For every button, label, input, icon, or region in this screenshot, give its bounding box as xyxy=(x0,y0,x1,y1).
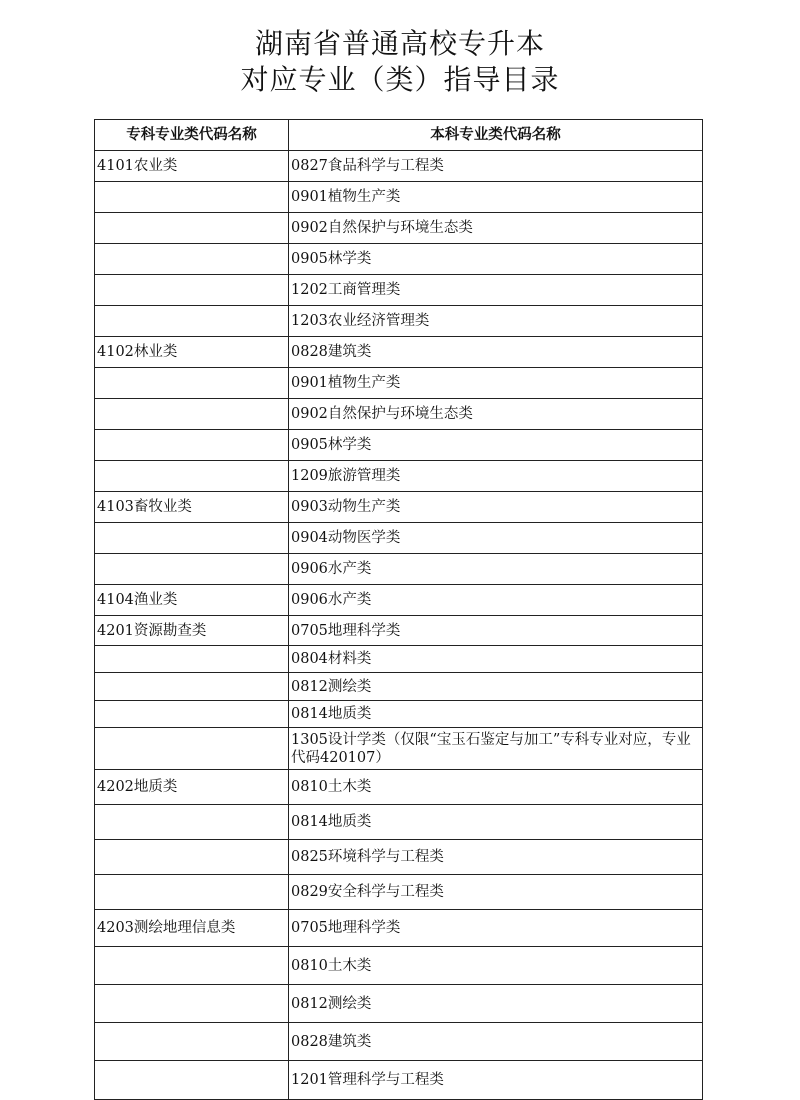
undergraduate-major-cell: 0804材料类 xyxy=(289,646,703,673)
junior-college-major-cell xyxy=(95,805,289,840)
table-row xyxy=(95,770,703,805)
undergraduate-major-cell: 0827食品科学与工程类 xyxy=(289,151,703,182)
junior-college-major-cell xyxy=(95,306,289,337)
junior-college-major-cell xyxy=(95,947,289,985)
table-row xyxy=(95,244,703,275)
table-row xyxy=(95,585,703,616)
table-row xyxy=(95,947,703,985)
table-row xyxy=(95,275,703,306)
undergraduate-major-cell: 0705地理科学类 xyxy=(289,910,703,947)
table-row xyxy=(95,1023,703,1061)
undergraduate-major-cell: 0829安全科学与工程类 xyxy=(289,875,703,910)
header-junior-college-major: 专科专业类代码名称 xyxy=(95,120,289,151)
table-row xyxy=(95,840,703,875)
undergraduate-major-cell: 1201管理科学与工程类 xyxy=(289,1061,703,1100)
junior-college-major-cell xyxy=(95,728,289,770)
undergraduate-major-cell: 0814地质类 xyxy=(289,805,703,840)
undergraduate-major-cell: 0902自然保护与环境生态类 xyxy=(289,213,703,244)
table-row xyxy=(95,430,703,461)
table-row xyxy=(95,673,703,701)
table-row xyxy=(95,805,703,840)
undergraduate-major-cell: 0828建筑类 xyxy=(289,1023,703,1061)
header-undergraduate-major: 本科专业类代码名称 xyxy=(289,120,703,151)
table-row xyxy=(95,910,703,947)
junior-college-major-cell: 4203测绘地理信息类 xyxy=(95,910,289,947)
junior-college-major-cell xyxy=(95,244,289,275)
undergraduate-major-cell: 0828建筑类 xyxy=(289,337,703,368)
undergraduate-major-cell: 0905林学类 xyxy=(289,244,703,275)
junior-college-major-cell: 4103畜牧业类 xyxy=(95,492,289,523)
undergraduate-major-cell: 0705地理科学类 xyxy=(289,616,703,646)
junior-college-major-cell xyxy=(95,1061,289,1100)
junior-college-major-cell xyxy=(95,985,289,1023)
table-row xyxy=(95,554,703,585)
junior-college-major-cell xyxy=(95,275,289,306)
undergraduate-major-cell: 1209旅游管理类 xyxy=(289,461,703,492)
undergraduate-major-cell: 0906水产类 xyxy=(289,585,703,616)
junior-college-major-cell xyxy=(95,554,289,585)
table-row xyxy=(95,1061,703,1100)
undergraduate-major-cell: 1305设计学类（仅限“宝玉石鉴定与加工”专科专业对应，专业代码420107） xyxy=(289,728,703,770)
junior-college-major-cell xyxy=(95,461,289,492)
junior-college-major-cell xyxy=(95,673,289,701)
junior-college-major-cell xyxy=(95,646,289,673)
table-row xyxy=(95,399,703,430)
table-row xyxy=(95,461,703,492)
undergraduate-major-cell: 1202工商管理类 xyxy=(289,275,703,306)
junior-college-major-cell: 4201资源勘查类 xyxy=(95,616,289,646)
undergraduate-major-cell: 0812测绘类 xyxy=(289,673,703,701)
page-title-line2: 对应专业（类）指导目录 xyxy=(240,63,560,96)
table-row xyxy=(95,492,703,523)
page-title-line1: 湖南省普通高校专升本 xyxy=(254,27,545,60)
major-mapping-table xyxy=(94,119,703,1100)
junior-college-major-cell xyxy=(95,523,289,554)
junior-college-major-cell xyxy=(95,1023,289,1061)
table-row xyxy=(95,368,703,399)
table-row xyxy=(95,646,703,673)
junior-college-major-cell xyxy=(95,875,289,910)
junior-college-major-cell xyxy=(95,840,289,875)
undergraduate-major-cell: 0904动物医学类 xyxy=(289,523,703,554)
undergraduate-major-cell: 0902自然保护与环境生态类 xyxy=(289,399,703,430)
table-row xyxy=(95,213,703,244)
undergraduate-major-cell: 0812测绘类 xyxy=(289,985,703,1023)
junior-college-major-cell xyxy=(95,399,289,430)
junior-college-major-cell xyxy=(95,368,289,399)
undergraduate-major-cell: 0901植物生产类 xyxy=(289,182,703,213)
table-row xyxy=(95,728,703,770)
table-row xyxy=(95,875,703,910)
undergraduate-major-cell: 0901植物生产类 xyxy=(289,368,703,399)
junior-college-major-cell xyxy=(95,701,289,728)
table-row xyxy=(95,151,703,182)
table-header-row xyxy=(95,120,703,151)
undergraduate-major-cell: 0905林学类 xyxy=(289,430,703,461)
undergraduate-major-cell: 0810土木类 xyxy=(289,947,703,985)
undergraduate-major-cell: 0903动物生产类 xyxy=(289,492,703,523)
undergraduate-major-cell: 0906水产类 xyxy=(289,554,703,585)
table-row xyxy=(95,306,703,337)
junior-college-major-cell xyxy=(95,182,289,213)
table-row xyxy=(95,337,703,368)
undergraduate-major-cell: 0810土木类 xyxy=(289,770,703,805)
undergraduate-major-cell: 0814地质类 xyxy=(289,701,703,728)
table-row xyxy=(95,985,703,1023)
junior-college-major-cell xyxy=(95,430,289,461)
table-row xyxy=(95,616,703,646)
junior-college-major-cell: 4202地质类 xyxy=(95,770,289,805)
table-row xyxy=(95,182,703,213)
table-row xyxy=(95,523,703,554)
junior-college-major-cell: 4104渔业类 xyxy=(95,585,289,616)
junior-college-major-cell: 4102林业类 xyxy=(95,337,289,368)
junior-college-major-cell: 4101农业类 xyxy=(95,151,289,182)
junior-college-major-cell xyxy=(95,213,289,244)
table-row xyxy=(95,701,703,728)
undergraduate-major-cell: 1203农业经济管理类 xyxy=(289,306,703,337)
undergraduate-major-cell: 0825环境科学与工程类 xyxy=(289,840,703,875)
